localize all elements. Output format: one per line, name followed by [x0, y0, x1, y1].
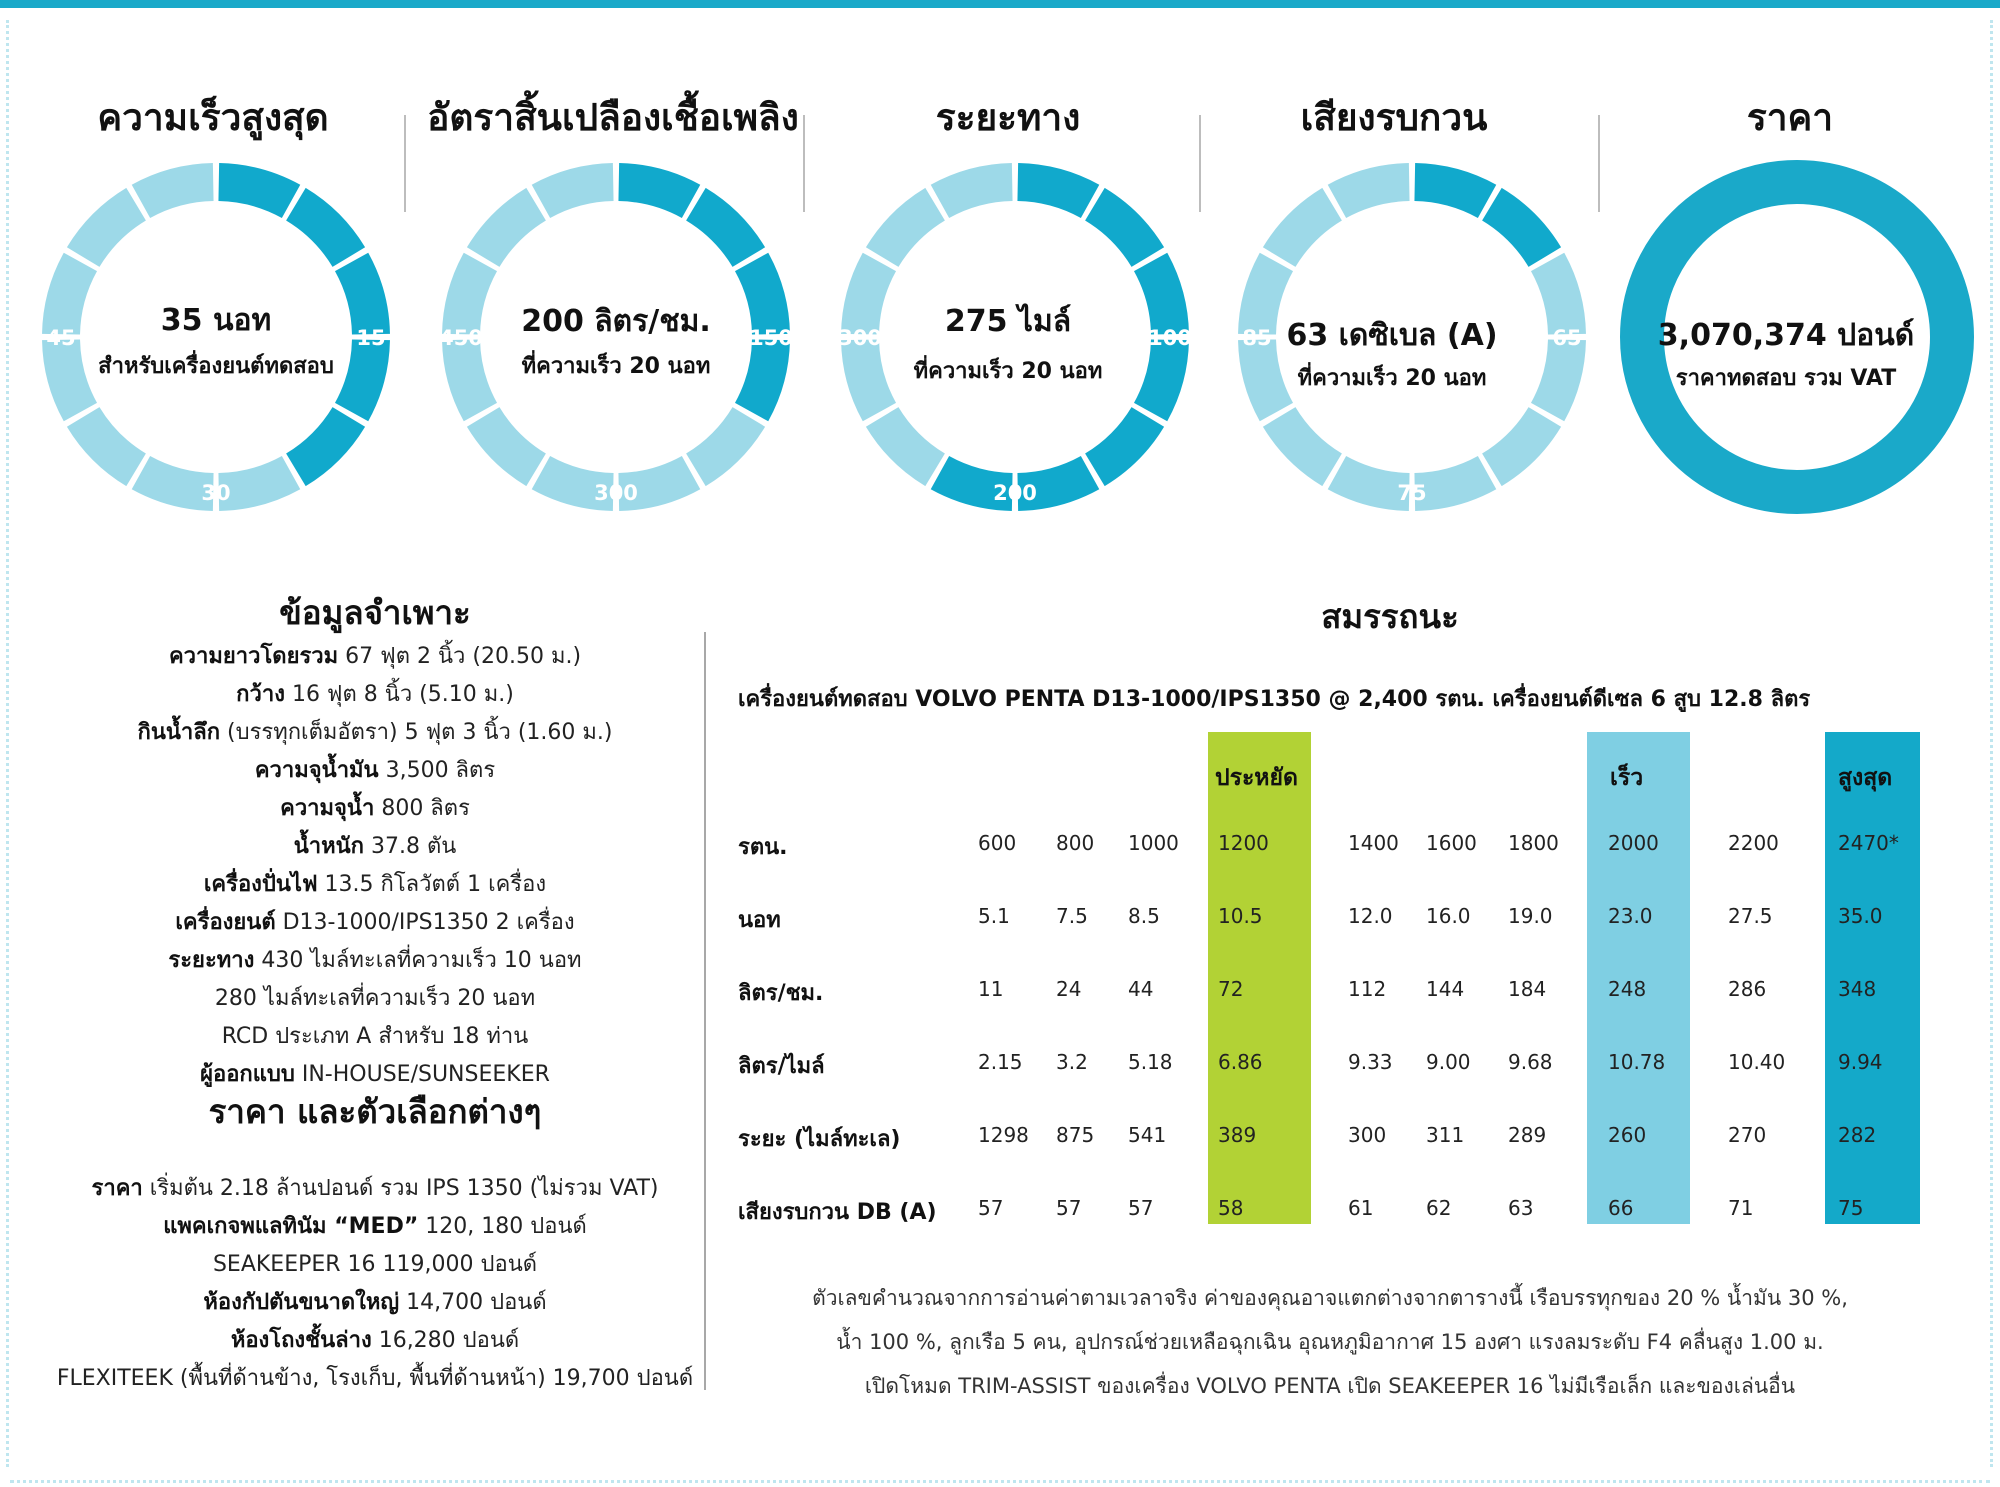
gauge-title-fuel-rate: อัตราสิ้นเปลืองเชื้อเพลิง [427, 96, 799, 139]
gauge-segment [1263, 407, 1342, 486]
price-line [20, 1322, 730, 1357]
spec-line [20, 638, 730, 673]
gauge-scale-label: 65 [1552, 326, 1582, 350]
gauge-scale-label: 85 [1242, 326, 1272, 350]
table-cell: 57 [1128, 1196, 1154, 1220]
spec-value: (บรรทุกเต็มอัตรา) 5 ฟุต 3 นิ้ว (1.60 ม.) [220, 720, 613, 745]
spec-value: 67 ฟุต 2 นิ้ว (20.50 ม.) [338, 644, 582, 669]
price-value: 16,280 ปอนด์ [371, 1328, 520, 1353]
gauge-value-price: 3,070,374 ปอนด์ [1657, 318, 1915, 353]
gauge-subtitle-max-speed: สำหรับเครื่องยนต์ทดสอบ [98, 354, 334, 379]
spec-label: น้ำหนัก [293, 834, 364, 859]
table-cell: 289 [1508, 1123, 1547, 1147]
spec-label: กินน้ำลึก [137, 720, 221, 745]
table-cell: 11 [978, 977, 1004, 1001]
table-cell: 27.5 [1728, 904, 1773, 928]
spec-value: 16 ฟุต 8 นิ้ว (5.10 ม.) [284, 682, 514, 707]
gauge-scale-label: 45 [46, 326, 76, 350]
table-cell: 2.15 [978, 1050, 1023, 1074]
table-cell: 19.0 [1508, 904, 1553, 928]
prices-title: ราคา และตัวเลือกต่างๆ [208, 1092, 542, 1131]
gauge-segment [1085, 188, 1164, 267]
table-cell: 23.0 [1608, 904, 1653, 928]
gauge-scale-label: 300 [594, 481, 638, 505]
spec-value: RCD ประเภท A สำหรับ 18 ท่าน [221, 1024, 529, 1049]
footnote-line: น้ำ 100 %, ลูกเรือ 5 คน, อุปกรณ์ช่วยเหลือฉุกเฉิน อุณหภูมิอากาศ 15 องศา แรงลมระดับ F4 คลื่นสูง 1.00 ม. [836, 1330, 1824, 1354]
price-line [20, 1246, 730, 1281]
table-row-label: ระยะ (ไมล์ทะเล) [738, 1127, 901, 1152]
gauge-segment [1085, 407, 1164, 486]
gauge-segment [1017, 163, 1099, 218]
table-cell: 61 [1348, 1196, 1374, 1220]
table-cell: 10.78 [1608, 1050, 1666, 1074]
table-cell: 5.18 [1128, 1050, 1173, 1074]
table-cell: 311 [1426, 1123, 1465, 1147]
gauge-value-fuel-rate: 200 ลิตร/ชม. [521, 304, 711, 339]
table-cell: 66 [1608, 1196, 1634, 1220]
table-cell: 7.5 [1056, 904, 1088, 928]
gauge-value-range: 275 ไมล์ [944, 304, 1072, 339]
column-header-fast: เร็ว [1610, 765, 1644, 791]
table-cell: 600 [978, 831, 1017, 855]
engine-description: เครื่องยนต์ทดสอบ VOLVO PENTA D13-1000/IPS1350 @ 2,400 รตน. เครื่องยนต์ดีเซล 6 สูบ 12.8 ลิตร [738, 687, 1811, 712]
bottom-dotted-border [10, 1480, 1990, 1483]
table-cell: 286 [1728, 977, 1767, 1001]
gauge-segment [532, 163, 614, 218]
gauge-segment [866, 188, 945, 267]
gauge-segment [1482, 407, 1561, 486]
table-cell: 300 [1348, 1123, 1387, 1147]
price-label: ห้องกัปตันขนาดใหญ่ [203, 1290, 400, 1315]
column-header-max: สูงสุด [1838, 765, 1893, 791]
table-cell: 5.1 [978, 904, 1010, 928]
table-cell: 184 [1508, 977, 1547, 1001]
table-cell: 10.40 [1728, 1050, 1786, 1074]
table-cell: 58 [1218, 1196, 1244, 1220]
table-cell: 57 [1056, 1196, 1082, 1220]
spec-label: เครื่องยนต์ [175, 910, 276, 935]
gauge-title-max-speed: ความเร็วสูงสุด [97, 96, 329, 139]
table-cell: 389 [1218, 1123, 1257, 1147]
table-row-label: รตน. [738, 835, 788, 860]
price-line [20, 1360, 730, 1395]
gauge-segment [132, 163, 214, 218]
table-cell: 63 [1508, 1196, 1534, 1220]
gauge-subtitle-price: ราคาทดสอบ รวม VAT [1675, 366, 1897, 391]
gauge-subtitle-range: ที่ความเร็ว 20 นอท [913, 359, 1103, 384]
table-cell: 1298 [978, 1123, 1029, 1147]
table-cell: 1000 [1128, 831, 1179, 855]
price-line [20, 1170, 730, 1205]
table-cell: 348 [1838, 977, 1877, 1001]
table-cell: 44 [1128, 977, 1154, 1001]
price-value: เริ่มต้น 2.18 ล้านปอนด์ รวม IPS 1350 (ไม่รวม VAT) [142, 1176, 659, 1201]
spec-line [20, 676, 730, 711]
table-cell: 1200 [1218, 831, 1269, 855]
table-cell: 57 [978, 1196, 1004, 1220]
gauge-segment [686, 188, 765, 267]
gauge-segment [218, 456, 300, 511]
table-cell: 260 [1608, 1123, 1647, 1147]
spec-line [20, 866, 730, 901]
gauge-segment [1328, 163, 1410, 218]
gauge-segment [1482, 188, 1561, 267]
price-line [20, 1208, 730, 1243]
spec-line [20, 828, 730, 863]
table-cell: 270 [1728, 1123, 1767, 1147]
gauge-subtitle-noise: ที่ความเร็ว 20 นอท [1297, 366, 1487, 391]
table-cell: 3.2 [1056, 1050, 1088, 1074]
spec-value: 3,500 ลิตร [378, 758, 496, 783]
table-cell: 2470* [1838, 831, 1899, 855]
gauge-segment [67, 188, 146, 267]
table-cell: 1800 [1508, 831, 1559, 855]
gauge-title-noise: เสียงรบกวน [1300, 96, 1488, 139]
gauge-title-price: ราคา [1746, 96, 1834, 139]
table-cell: 9.33 [1348, 1050, 1393, 1074]
spec-line [20, 1018, 730, 1053]
spec-label: ระยะทาง [168, 948, 255, 973]
footnote-line: ตัวเลขคำนวณจากการอ่านค่าตามเวลาจริง ค่าของคุณอาจแตกต่างจากตารางนี้ เรือบรรทุกของ 20 % น้ำมัน 30 %, [812, 1286, 1848, 1310]
table-cell: 35.0 [1838, 904, 1883, 928]
column-header-eco: ประหยัด [1215, 765, 1298, 791]
gauge-value-max-speed: 35 นอท [160, 303, 272, 338]
gauge-scale-label: 200 [993, 481, 1037, 505]
footnote-line: เปิดโหมด TRIM-ASSIST ของเครื่อง VOLVO PENTA เปิด SEAKEEPER 16 ไม่มีเรือเล็ก และของเล่นอื่น [864, 1374, 1796, 1398]
spec-line [20, 980, 730, 1015]
table-cell: 10.5 [1218, 904, 1263, 928]
table-cell: 9.94 [1838, 1050, 1883, 1074]
spec-label: เครื่องปั่นไฟ [203, 872, 318, 897]
spec-line [20, 714, 730, 749]
spec-value: IN-HOUSE/SUNSEEKER [294, 1062, 550, 1087]
table-cell: 75 [1838, 1196, 1864, 1220]
gauge-scale-label: 300 [838, 326, 882, 350]
spec-label: ความจุน้ำ [280, 796, 375, 821]
spec-label: ความจุน้ำมัน [254, 758, 379, 783]
table-cell: 62 [1426, 1196, 1452, 1220]
table-cell: 72 [1218, 977, 1244, 1001]
gauge-segment [931, 163, 1013, 218]
spec-value: 37.8 ตัน [363, 834, 457, 859]
table-row-label: เสียงรบกวน DB (A) [738, 1200, 937, 1225]
spec-line [20, 752, 730, 787]
price-label: ห้องโถงชั้นล่าง [230, 1328, 372, 1353]
table-cell: 6.86 [1218, 1050, 1263, 1074]
table-cell: 71 [1728, 1196, 1754, 1220]
table-cell: 2200 [1728, 831, 1779, 855]
gauge-segment [467, 407, 546, 486]
table-cell: 16.0 [1426, 904, 1471, 928]
gauge-segment [218, 163, 300, 218]
gauge-title-range: ระยะทาง [935, 96, 1081, 139]
gauge-subtitle-fuel-rate: ที่ความเร็ว 20 นอท [521, 354, 711, 379]
table-cell: 800 [1056, 831, 1095, 855]
spec-value: 430 ไมล์ทะเลที่ความเร็ว 10 นอท [254, 948, 582, 973]
table-cell: 1400 [1348, 831, 1399, 855]
price-value: FLEXITEEK (พื้นที่ด้านข้าง, โรงเก็บ, พื้นที่ด้านหน้า) 19,700 ปอนด์ [56, 1366, 694, 1391]
table-cell: 282 [1838, 1123, 1877, 1147]
performance-title: สมรรถนะ [1321, 597, 1459, 636]
spec-value: 13.5 กิโลวัตต์ 1 เครื่อง [317, 872, 547, 897]
table-cell: 144 [1426, 977, 1465, 1001]
table-cell: 248 [1608, 977, 1647, 1001]
gauge-segment [67, 407, 146, 486]
table-cell: 24 [1056, 977, 1082, 1001]
spec-label: ผู้ออกแบบ [200, 1062, 295, 1087]
gauge-scale-label: 75 [1397, 481, 1427, 505]
table-cell: 1600 [1426, 831, 1477, 855]
specs-title: ข้อมูลจำเพาะ [279, 593, 471, 632]
table-cell: 2000 [1608, 831, 1659, 855]
spec-line [20, 942, 730, 977]
price-value: 14,700 ปอนด์ [399, 1290, 547, 1315]
price-label: ราคา [91, 1176, 143, 1201]
table-row-label: ลิตร/ไมล์ [738, 1054, 825, 1079]
gauge-segment [686, 407, 765, 486]
table-cell: 9.00 [1426, 1050, 1471, 1074]
spec-value: 800 ลิตร [374, 796, 470, 821]
spec-line [20, 904, 730, 939]
gauge-segment [467, 188, 546, 267]
table-cell: 8.5 [1128, 904, 1160, 928]
spec-value: 280 ไมล์ทะเลที่ความเร็ว 20 นอท [214, 986, 536, 1011]
gauge-rings [0, 0, 2000, 540]
table-row-label: นอท [738, 908, 781, 933]
gauge-value-noise: 63 เดซิเบล (A) [1286, 318, 1498, 353]
gauge-segment [1414, 163, 1496, 218]
gauge-segment [618, 163, 700, 218]
gauge-scale-label: 30 [201, 481, 231, 505]
table-row-label: ลิตร/ชม. [738, 981, 824, 1006]
gauge-scale-label: 150 [749, 326, 793, 350]
table-cell: 875 [1056, 1123, 1095, 1147]
gauge-segment [286, 188, 365, 267]
gauge-scale-label: 100 [1148, 326, 1192, 350]
price-value: SEAKEEPER 16 119,000 ปอนด์ [212, 1252, 538, 1277]
price-label: แพคเกจพแลทินัม “MED” [163, 1214, 419, 1239]
gauge-segment [286, 407, 365, 486]
table-cell: 112 [1348, 977, 1387, 1001]
gauge-segment [1414, 456, 1496, 511]
gauge-scale-label: 450 [439, 326, 483, 350]
table-cell: 541 [1128, 1123, 1167, 1147]
gauge-scale-label: 15 [356, 326, 386, 350]
price-line [20, 1284, 730, 1319]
price-value: 120, 180 ปอนด์ [418, 1214, 587, 1239]
spec-label: กว้าง [236, 682, 285, 707]
gauge-segment [1263, 188, 1342, 267]
gauge-segment [866, 407, 945, 486]
spec-value: D13-1000/IPS1350 2 เครื่อง [275, 910, 575, 935]
table-cell: 12.0 [1348, 904, 1393, 928]
section-divider [704, 632, 706, 1390]
table-cell: 9.68 [1508, 1050, 1553, 1074]
spec-line [20, 790, 730, 825]
spec-label: ความยาวโดยรวม [168, 644, 339, 669]
